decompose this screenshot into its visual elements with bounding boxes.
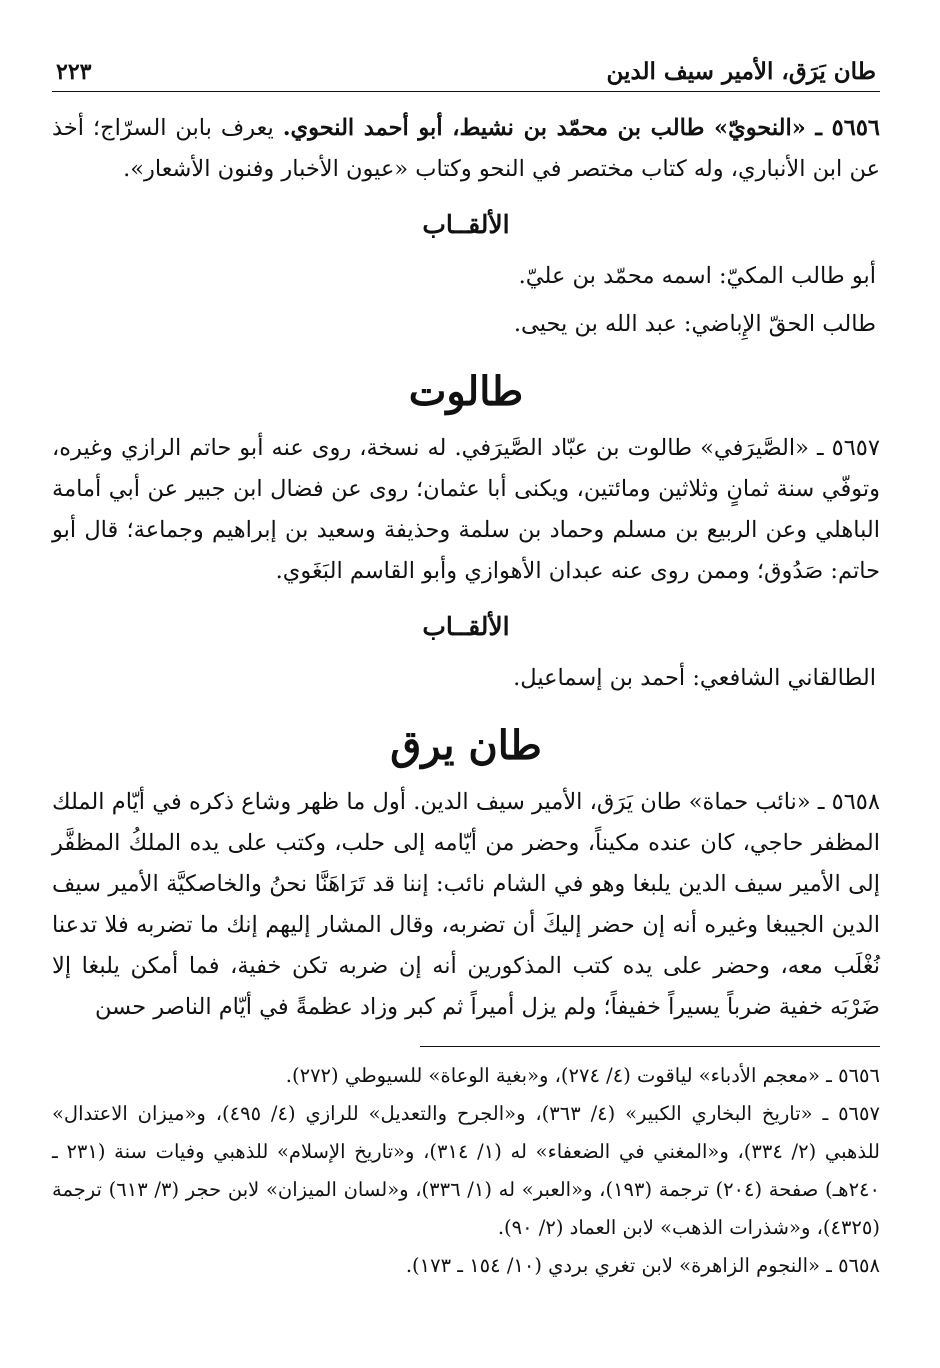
running-title: طان يَرَق، الأمير سيف الدين [606,58,876,85]
section-heading-talut: طالوت [408,368,524,415]
laqab-item: أبو طالب المكيّ: اسمه محمّد بن عليّ. [518,263,876,289]
alqab-heading-1: الألقــاب [422,210,510,239]
entry-5656-lead: ٥٦٥٦ ـ «النحويّ» طالب بن محمّد بن نشيط، أبو أحمد النحوي. [282,115,881,141]
entry-5657 [52,428,880,592]
entry-5657-text: له نسخة، روى عنه أبو حاتم الرازي وغيره، وتوفّي سنة ثمانٍ وثلاثين ومائتين، ويكنى أبا عثمان؛ روى عن فضال ابن جبير عن أبي أمامة الباهلي وعن الربيع بن مسلم وحماد بن سلمة وحذيفة وسعيد بن إبراهيم وجماعة؛ قال أبو حاتم: صَدُوق؛ وممن روى عنه عبدان الأهوازي وأبو القاسم البَغَوي. [52,435,880,584]
entry-5657-lead: ٥٦٥٧ ـ «الصَّيرَفي» طالوت بن عبّاد الصَّيرَفي. [454,435,880,461]
laqab-item: الطالقاني الشافعي: أحمد بن إسماعيل. [513,665,876,691]
entry-5656-text: يعرف بابن السرّاج؛ أخذ عن ابن الأنباري، وله كتاب مختصر في النحو وكتاب «عيون الأخبار وفنون الأشعار». [52,115,880,182]
laqab-item: طالب الحقّ الإِباضي: عبد الله بن يحيى. [513,311,876,337]
footnote-5657: ٥٦٥٧ ـ «تاريخ البخاري الكبير» (٤/ ٣٦٣)، و«الجرح والتعديل» للرازي (٤/ ٤٩٥)، و«ميزان الاعتدال» للذهبي (٢/ ٣٣٤)، و«المغني في الضعفاء» له (١/ ٣١٤)، و«تاريخ الإسلام» للذهبي وفيات سنة (٢٣١ ـ ٢٤٠هـ) صفحة (٢٠٤) ترجمة (١٩٣)، و«العبر» له (١/ ٣٣٦)، و«لسان الميزان» لابن حجر (٣/ ٦١٣) ترجمة (٤٣٢٥)، و«شذرات الذهب» لابن العماد (٢/ ٩٠). [52,1102,880,1239]
footnote-5656: ٥٦٥٦ ـ «معجم الأدباء» لياقوت (٤/ ٢٧٤)، و«بغية الوعاة» للسيوطي (٢٧٢). [285,1064,880,1087]
entry-5656 [52,108,880,190]
section-heading-tanyaraq: طان يرق [390,722,542,769]
running-header [52,48,880,92]
footnote-5658: ٥٦٥٨ ـ «النجوم الزاهرة» لابن تغري بردي (١٠/ ١٥٤ ـ ١٧٣). [405,1254,880,1277]
entry-5658-lead: ٥٦٥٨ ـ «نائب حماة» طان يَرَق، الأمير سيف الدين. [413,789,880,815]
footnote-divider [420,1046,880,1047]
alqab-heading-2: الألقــاب [422,612,510,641]
entry-5658-text: أول ما ظهر وشاع ذكره في أيّام الملك المظفر حاجي، كان عنده مكيناً، وحضر من أيّامه إلى حلب، وكتب على يده الملكُ المظفَّر إلى الأمير سيف الدين يلبغا وهو في الشام نائب: إننا قد تَرَاهَنَّا نحنُ والخاصكيَّة الأمير سيف الدين الجيبغا وغيره أنه إن حضر إليكَ أن تضربه، وقال المشار إليهم إنك ما تضربه فلا تدعنا نُغْلَب معه، وحضر على يده كتب المذكورين أنه إن ضربه تكن خفية، فما أمكن يلبغا إلا ضَرْبَه خفية ضرباً يسيراً خفيفاً؛ ولم يزل أميراً ثم كبر وزاد عظمةً في أيّام الناصر حسن [52,789,880,1020]
page-number: ٢٢٣ [56,59,92,85]
entry-5658 [52,782,880,1028]
